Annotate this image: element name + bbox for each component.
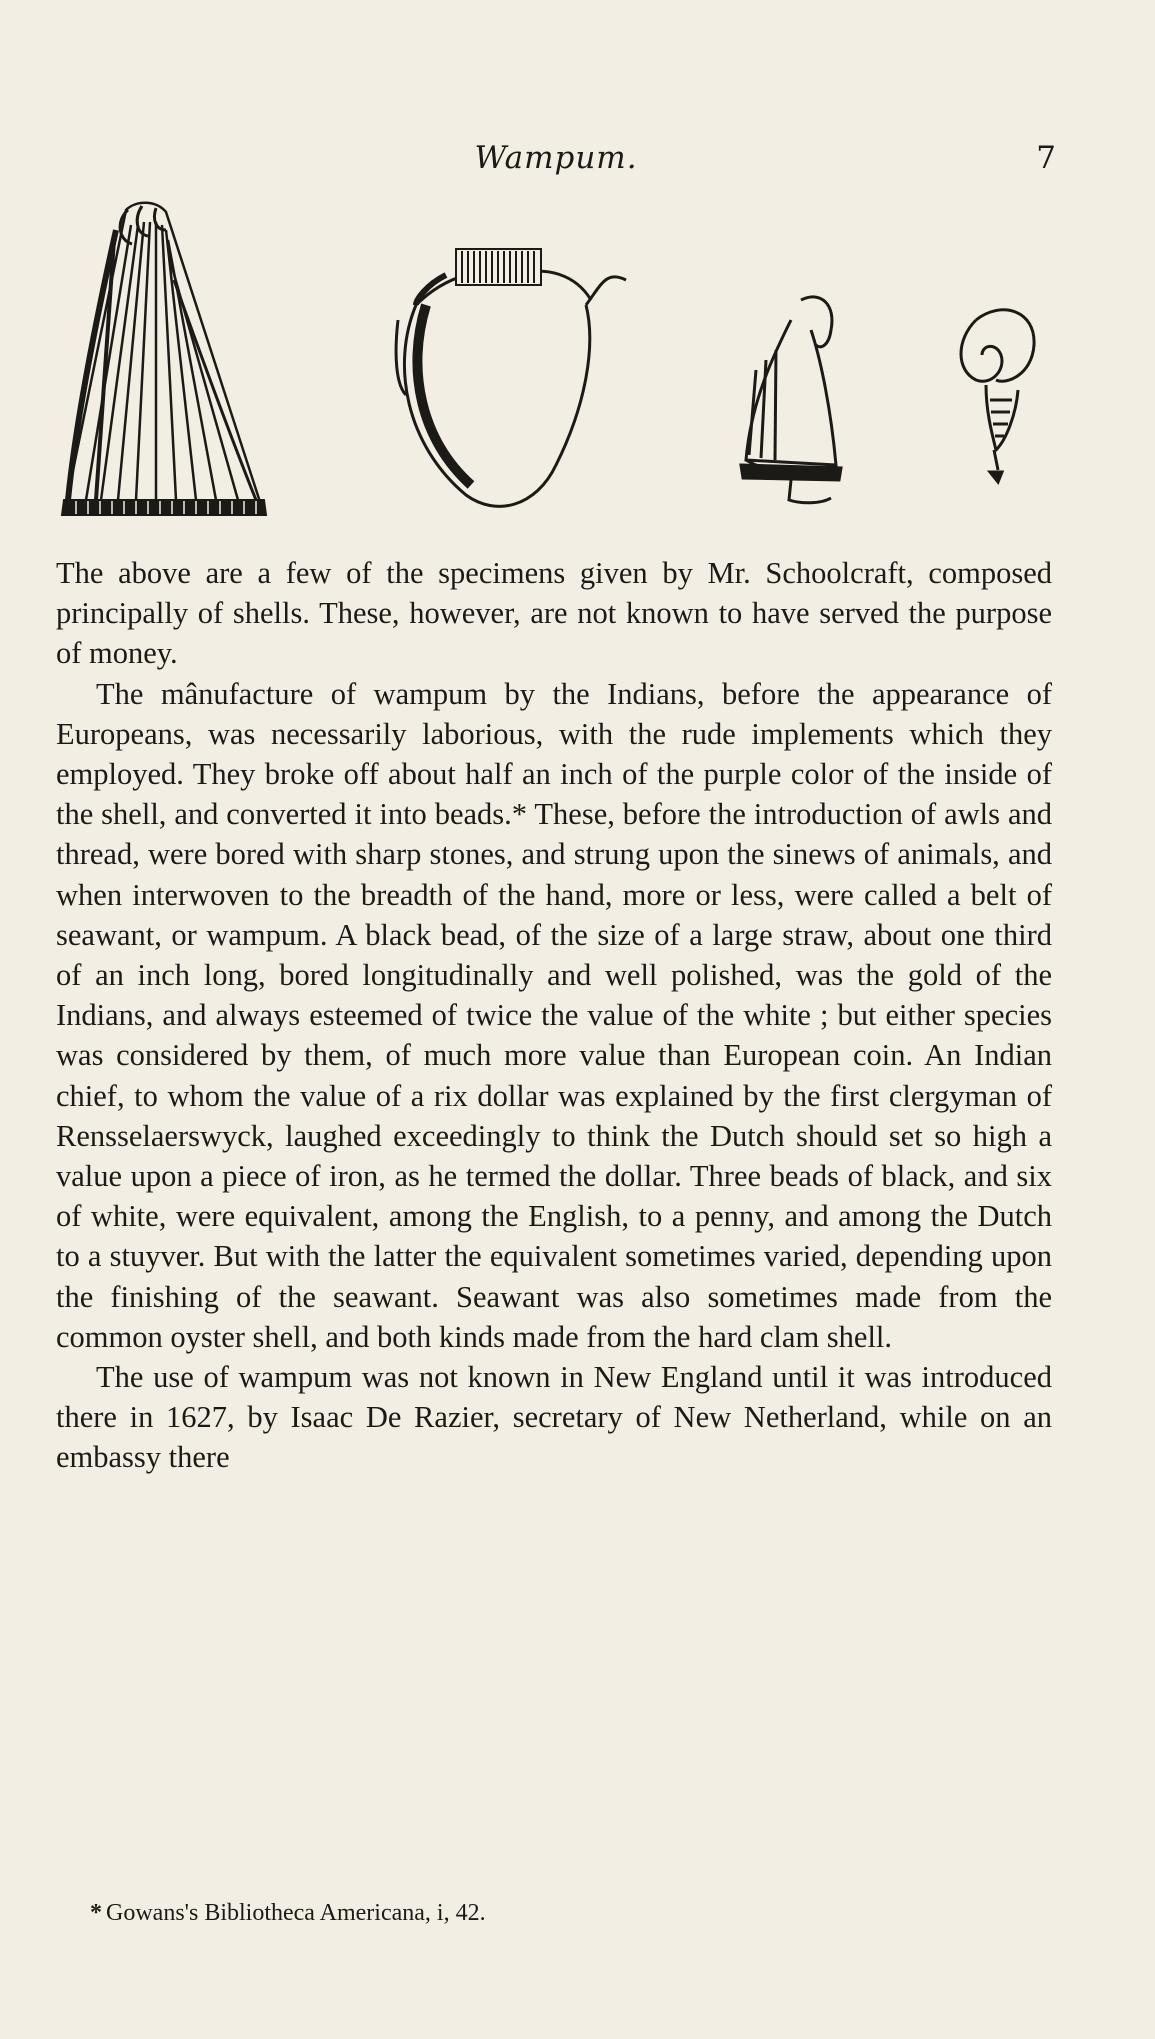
footnote-text: Gowans's Bibliotheca Americana, i, 42. xyxy=(106,1900,486,1926)
conical-shell-ornament-icon xyxy=(56,200,306,520)
spiral-shell-bead-icon xyxy=(946,300,1046,500)
body-text xyxy=(56,553,1052,1478)
specimen-figures xyxy=(56,195,1056,525)
paragraph: The mânufacture of wampum by the Indians, before the appearance of Europeans, was necessarily laborious, with the rude implements which they employed. They broke off about half an inch of the purple color of the inside of the shell, and converted it into beads.* These, before the introduction of awls and thread, were bored with sharp stones, and strung upon the sinews of animals, and when interwoven to the breadth of the hand, more or less, were called a belt of seawant, or wampum. A black bead, of the size of a large straw, about one third of an inch long, bored longitudinally and well polished, was the gold of the Indians, and always esteemed of twice the value of the white ; but either species was considered by them, of much more value than European coin. An Indian chief, to whom the value of a rix dollar was explained by the first clergyman of Rensselaerswyck, laughed exceedingly to think the Dutch should set so high a value upon a piece of iron, as he termed the dollar. Three beads of black, and six of white, were equivalent, among the English, to a penny, and among the Dutch to a stuyver. But with the latter the equivalent sometimes varied, depending upon the finishing of the seawant. Seawant was also sometimes made from the common oyster shell, and both kinds made from the hard clam shell. xyxy=(56,676,1052,1354)
heart-shaped-shell-pendant-icon xyxy=(386,245,636,545)
page-number: 7 xyxy=(1036,140,1056,176)
running-title: Wampum. xyxy=(474,140,638,176)
bell-shaped-shell-bead-icon xyxy=(731,290,861,510)
paragraph: The use of wampum was not known in New England until it was introduced there in 1627, by Isaac De Razier, secretary of New Netherland, while on an embassy there xyxy=(56,1360,1052,1475)
footnote xyxy=(90,1898,1030,1928)
footnote-mark: * xyxy=(90,1900,102,1926)
paragraph: The above are a few of the specimens given by Mr. Schoolcraft, composed principally of shells. These, however, are not known to have served the purpose of money. xyxy=(56,556,1052,671)
running-head xyxy=(56,140,1056,186)
